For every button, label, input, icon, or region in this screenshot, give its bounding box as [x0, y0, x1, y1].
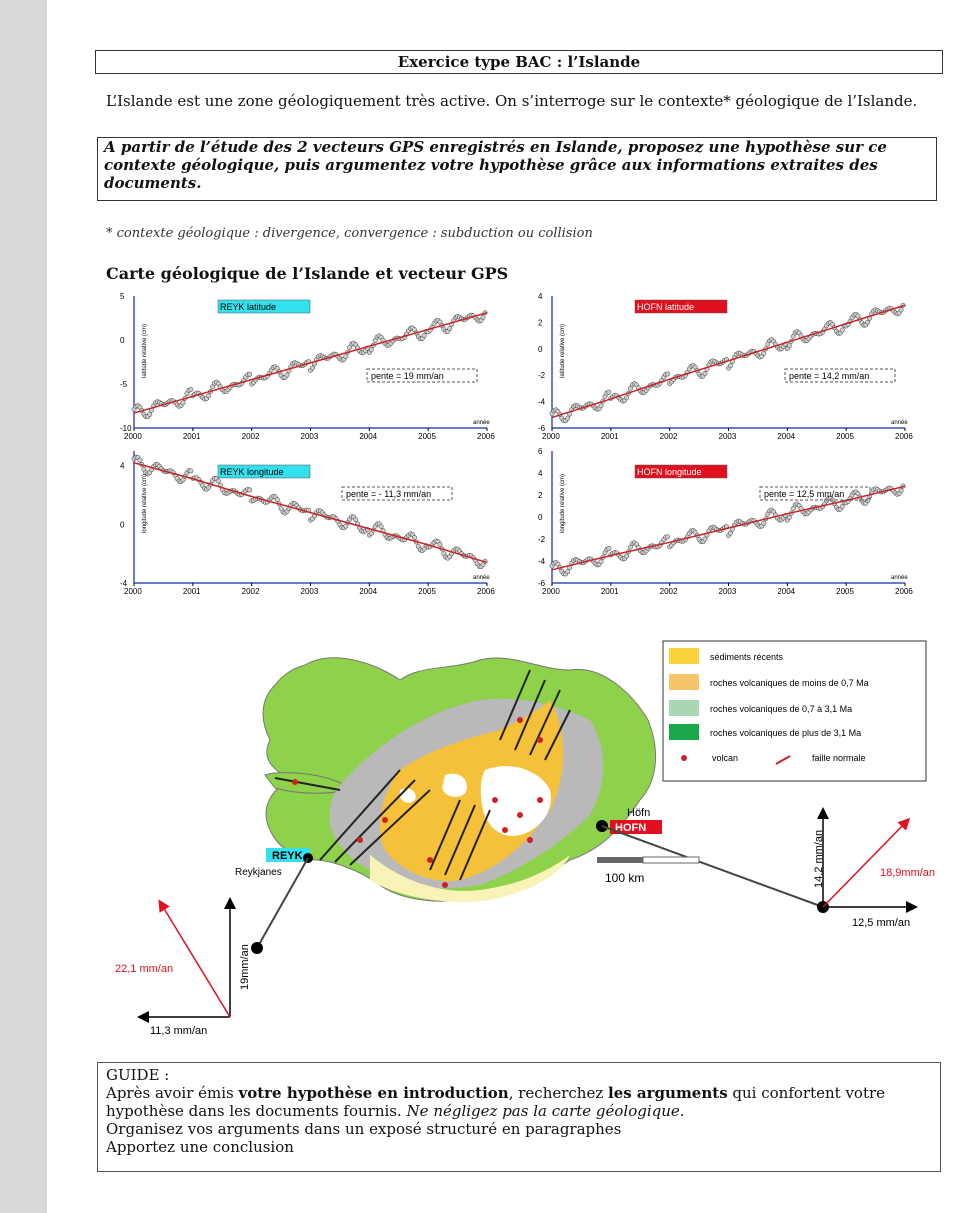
- trend-line: [134, 463, 487, 563]
- data-point: [189, 469, 193, 473]
- exercise-title: Exercice type BAC : l’Islande: [95, 50, 943, 74]
- y-axis-label: latitude relative (cm): [560, 323, 566, 378]
- data-point: [703, 371, 707, 375]
- x-tick-label: 2006: [895, 432, 913, 441]
- data-point: [353, 517, 357, 521]
- y-tick-label: 4: [120, 461, 125, 471]
- guide-text: Après avoir émis: [106, 1084, 239, 1102]
- x-tick-label: 2000: [542, 432, 560, 441]
- x-tick-label: 2002: [659, 587, 678, 596]
- x-tick-label: 2000: [124, 587, 142, 596]
- data-point: [344, 354, 348, 358]
- y-tick-label: 0: [538, 513, 543, 522]
- data-point: [787, 344, 791, 348]
- data-point: [275, 497, 279, 501]
- x-tick-label: 2006: [477, 587, 495, 596]
- y-tick-label: 2: [538, 491, 543, 500]
- guide-text: , recherchez: [508, 1084, 609, 1102]
- data-point: [866, 320, 870, 324]
- data-point: [565, 416, 569, 420]
- data-point: [206, 394, 210, 398]
- y-axis-label: longitude relative (cm): [142, 473, 148, 533]
- x-tick-label: 2002: [241, 587, 260, 596]
- x-tick-label: 2002: [241, 432, 260, 441]
- y-tick-label: 4: [538, 292, 543, 301]
- x-tick-label: 2005: [418, 432, 436, 441]
- guide-emphasis: les arguments: [608, 1084, 728, 1102]
- x-tick-label: 2000: [124, 432, 142, 441]
- data-point: [666, 372, 670, 376]
- y-tick-label: 0: [120, 336, 125, 345]
- series-label: HOFN longitude: [637, 467, 702, 477]
- trend-line: [552, 486, 905, 570]
- x-tick-label: 2001: [600, 432, 619, 441]
- trend-line: [134, 313, 487, 413]
- x-tick-label: 2004: [359, 432, 378, 441]
- legend-swatch-mid: [669, 700, 699, 716]
- data-point: [840, 504, 844, 508]
- trend-line: [552, 305, 905, 417]
- data-point: [599, 559, 603, 563]
- data-point: [216, 479, 220, 483]
- guide-emphasis: votre hypothèse en introduction: [238, 1084, 509, 1102]
- y-tick-label: -4: [538, 557, 546, 566]
- data-point: [248, 372, 252, 376]
- slope-label: pente = 12,5 mm/an: [764, 489, 845, 499]
- reyk-north-label: 19mm/an: [239, 944, 251, 990]
- data-point: [438, 542, 442, 546]
- geological-map: [100, 630, 960, 1050]
- data-point: [181, 401, 185, 405]
- hofn-station-label: HOFN: [615, 822, 647, 834]
- data-point: [412, 535, 416, 539]
- legend-swatch-sediments: [669, 648, 699, 664]
- data-point: [422, 333, 426, 337]
- data-point: [248, 488, 252, 492]
- task-instructions: A partir de l’étude des 2 vecteurs GPS enregistrés en Islande, proposez une hypothèse sur ce contexte géologique, puis argumentez votre hypothèse grâce aux informations extraites des documents.: [97, 137, 937, 201]
- reyk-station: [235, 848, 313, 954]
- x-tick-label: 2005: [418, 587, 436, 596]
- guide-text: qui confortent votre hypothèse dans les documents fournis.: [106, 1084, 886, 1120]
- data-point: [310, 366, 314, 370]
- data-point: [369, 348, 373, 352]
- y-tick-label: 6: [538, 447, 543, 456]
- hofn-east-label: 12,5 mm/an: [852, 917, 911, 929]
- legend-label-old: roches volcaniques de plus de 3,1 Ma: [710, 728, 862, 738]
- x-axis-label: année: [891, 575, 908, 581]
- legend-label-young: roches volcaniques de moins de 0,7 Ma: [710, 678, 869, 688]
- y-tick-label: -4: [538, 397, 546, 407]
- x-axis-label: année: [891, 420, 908, 426]
- x-tick-label: 2000: [542, 587, 560, 596]
- data-point: [762, 521, 766, 525]
- reyk-west-label: 11,3 mm/an: [150, 1025, 208, 1037]
- data-point: [866, 498, 870, 502]
- data-point: [138, 458, 142, 462]
- x-tick-label: 2004: [777, 432, 796, 441]
- hofn-town-label: Höfn: [627, 807, 651, 819]
- x-tick-label: 2005: [836, 432, 854, 441]
- slope-label: pente = 19 mm/an: [371, 371, 444, 381]
- y-tick-label: -6: [538, 579, 546, 588]
- y-tick-label: 2: [538, 318, 543, 328]
- map-legend: [663, 641, 926, 781]
- legend-swatch-young: [669, 674, 699, 690]
- reyk-vector-diagram: [115, 900, 251, 1037]
- data-point: [666, 535, 670, 539]
- scale-bar: [597, 857, 699, 885]
- data-point: [840, 328, 844, 332]
- data-point: [599, 404, 603, 408]
- slope-label: pente = 14,2 mm/an: [789, 371, 870, 381]
- data-point: [624, 396, 628, 400]
- y-tick-label: -2: [538, 371, 546, 381]
- guide-line-3: Apportez une conclusion: [106, 1138, 294, 1156]
- hofn-north-label: 14,2 mm/an: [813, 829, 825, 888]
- legend-label-fault: faille normale: [812, 753, 866, 763]
- x-tick-label: 2001: [182, 587, 201, 596]
- x-tick-label: 2004: [359, 587, 378, 596]
- data-point: [481, 315, 485, 319]
- data-point: [448, 327, 452, 331]
- x-axis-label: année: [473, 420, 490, 426]
- data-point: [899, 308, 903, 312]
- series-label: REYK latitude: [220, 302, 277, 312]
- y-tick-label: -4: [120, 579, 128, 588]
- data-point: [607, 390, 611, 394]
- guide-line-2: Organisez vos arguments dans un exposé structuré en paragraphes: [106, 1120, 622, 1138]
- footnote: * contexte géologique : divergence, convergence : subduction ou collision: [106, 226, 593, 241]
- hofn-vector-diagram: [813, 810, 935, 929]
- y-axis-label: longitude relative (cm): [560, 473, 566, 533]
- data-point: [703, 537, 707, 541]
- reykjanes-label: Reykjanes: [235, 867, 282, 878]
- x-tick-label: 2006: [895, 587, 913, 596]
- y-tick-label: -6: [538, 424, 546, 433]
- y-tick-label: -2: [538, 535, 546, 544]
- y-tick-label: -10: [120, 424, 132, 433]
- guide-heading: GUIDE: [106, 1066, 160, 1084]
- data-point: [147, 412, 151, 416]
- guide-italic: Ne négligez pas la carte géologique.: [406, 1102, 685, 1120]
- guide-box: GUIDE : Après avoir émis votre hypothèse en introduction, recherchez les arguments qui confortent votre hypothèse dans les documents fournis. Ne négligez pas la carte géologique. Organisez vos arguments dans un exposé structuré en paragraphes Apportez une conclusion: [97, 1062, 941, 1172]
- y-tick-label: -5: [120, 380, 128, 389]
- x-tick-label: 2004: [777, 587, 796, 596]
- section-title: Carte géologique de l’Islande et vecteur GPS: [106, 264, 509, 283]
- y-tick-label: 0: [120, 520, 125, 530]
- y-tick-label: 4: [538, 469, 543, 478]
- legend-swatch-old: [669, 724, 699, 740]
- x-tick-label: 2001: [600, 587, 619, 596]
- data-point: [379, 524, 383, 528]
- x-tick-label: 2003: [300, 432, 319, 441]
- data-point: [189, 387, 193, 391]
- x-tick-label: 2002: [659, 432, 678, 441]
- x-tick-label: 2001: [182, 432, 201, 441]
- data-point: [565, 569, 569, 573]
- data-point: [607, 546, 611, 550]
- hofn-result-label: 18,9mm/an: [880, 867, 936, 879]
- chart-reyk-latitude: [112, 288, 502, 447]
- x-tick-label: 2006: [477, 432, 495, 441]
- data-point: [285, 373, 289, 377]
- data-point: [899, 488, 903, 492]
- series-label: HOFN latitude: [637, 302, 695, 312]
- x-tick-label: 2005: [836, 587, 854, 596]
- x-tick-label: 2003: [718, 432, 737, 441]
- y-tick-label: 0: [538, 344, 543, 354]
- y-axis-label: latitude relative (cm): [142, 323, 148, 378]
- series-label: REYK longitude: [220, 467, 284, 477]
- slope-label: pente = - 11,3 mm/an: [346, 489, 432, 499]
- data-point: [624, 554, 628, 558]
- intro-paragraph: L’Islande est une zone géologiquement très active. On s’interroge sur le contexte* géologique de l’Islande.: [106, 92, 918, 110]
- page-margin-bar: [0, 0, 47, 1213]
- chart-reyk-longitude: [112, 443, 502, 602]
- data-point: [787, 515, 791, 519]
- legend-label-sediments: sédiments récents: [710, 652, 784, 662]
- scale-label: 100 km: [605, 871, 645, 885]
- legend-volcano-icon: [681, 755, 687, 761]
- x-tick-label: 2003: [300, 587, 319, 596]
- x-tick-label: 2003: [718, 587, 737, 596]
- data-point: [762, 351, 766, 355]
- chart-hofn-longitude: [530, 443, 920, 602]
- iceland-island: [263, 658, 656, 902]
- data-point: [728, 364, 732, 368]
- y-tick-label: 5: [120, 292, 125, 301]
- legend-label-mid: roches volcaniques de 0,7 à 3,1 Ma: [710, 704, 853, 714]
- x-axis-label: année: [473, 575, 490, 581]
- legend-label-volcano: volcan: [712, 753, 739, 763]
- reyk-result-label: 22,1 mm/an: [115, 963, 174, 975]
- reyk-station-label: REYK: [272, 850, 303, 862]
- chart-hofn-latitude: [530, 288, 920, 447]
